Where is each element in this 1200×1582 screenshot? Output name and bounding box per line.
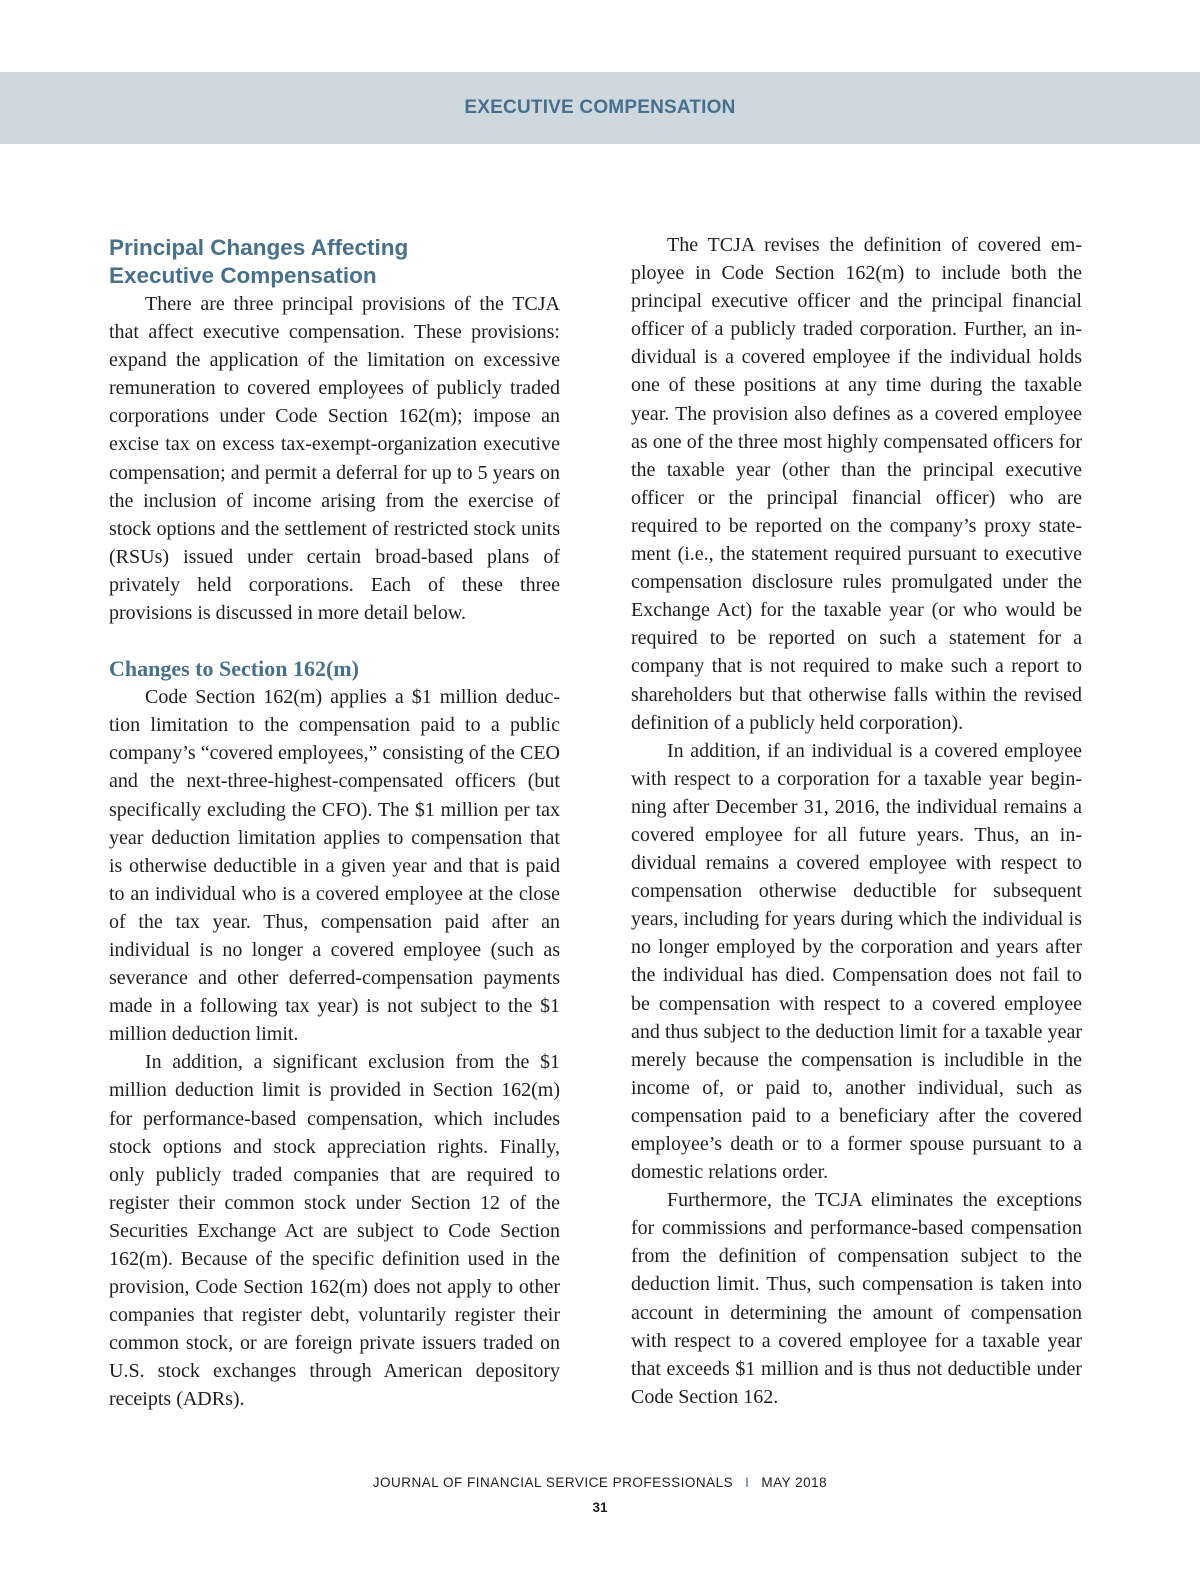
right-paragraph-2: In addition, if an individual is a covered employee with respect to a corporation for a taxable year beginning after December 31, 2016, the individual remains a covered employee for all future years. Thus, an individual remains a covered employee with respect to compensation otherwise deductible for subsequent years, including for years during which the individual is no longer employed by the corporation and years after the individual has died. Compensation does not fail to be compensation with respect to a covered employee and thus subject to the deduction limit for a taxable year merely because the compensation is includible in the income of, or paid to, another individual, such as compensation paid to a beneficiary after the covered employee’s death or to a former spouse pursuant to a domestic relations order.: [631, 739, 1082, 1184]
left-paragraph-3: In addition, a significant exclusion from the $1 million deduction limit is provided in Section 162(m) for performance-based compensation, which includes stock options and stock appreciation rights. Finally, only publicly traded companies that are required to register their common stock under Section 12 of the Securities Exchange Act are subject to Code Section 162(m). Because of the specific definition used in the provision, Code Section 162(m) does not apply to other companies that register debt, voluntarily register their common stock, or are foreign private issuers traded on U.S. stock exchanges through American depository receipts (ADRs).: [109, 1051, 560, 1411]
section-title-line2: Executive Compensation: [109, 263, 377, 288]
footer-journal-line: [0, 1475, 1200, 1490]
footer-separator: I: [745, 1475, 750, 1490]
section-title-line1: Principal Changes Affecting: [109, 235, 409, 260]
running-header-title: EXECUTIVE COMPENSATION: [464, 97, 736, 118]
right-column: [631, 231, 1082, 1411]
subsection-title: Changes to Section 162(m): [109, 656, 359, 682]
left-column: [109, 231, 560, 1414]
left-paragraph-2: Code Section 162(m) applies a $1 million deduction limitation to the compensation paid to a public company’s “covered employees,” consisting of the CEO and the next-three-highest-compensated officers (but specifically excluding the CFO). The $1 million per tax year deduction limitation applies to compensation that is otherwise deductible in a given year and that is paid to an individual who is a covered employee at the close of the tax year. Thus, compensation paid after an individual is no longer a covered employee (such as severance and other deferred-compensation payments made in a following tax year) is not subject to the $1 million deduction limit.: [109, 686, 560, 1046]
page-number: 31: [592, 1500, 608, 1515]
right-paragraph-1: The TCJA revises the definition of covered employee in Code Section 162(m) to include both the principal executive officer and the principal financial officer of a publicly traded corporation. Further, an individual is a covered employee if the individual holds one of these positions at any time during the taxable year. The provision also defines as a covered employee as one of the three most highly compensated officers for the taxable year (other than the principal executive officer or the principal financial officer) who are required to be reported on the company’s proxy statement (i.e., the statement required pursuant to executive compensation disclosure rules promulgated under the Exchange Act) for the taxable year (or who would be required to be reported on such a statement for a company that is not required to make such a report to shareholders but that otherwise falls within the revised definition of a publicly held corporation).: [631, 234, 1082, 734]
left-paragraph-1: There are three principal provisions of the TCJA that affect executive compensation. These provisions: expand the application of the limitation on excessive remuneration to covered employees of publicly traded corporations under Code Section 162(m); impose an excise tax on excess tax-exempt-organization executive compensation; and permit a deferral for up to 5 years on the inclusion of income arising from the exercise of stock options and the settlement of restricted stock units (RSUs) issued under certain broad-based plans of privately held corporations. Each of these three provisions is discussed in more detail below.: [109, 293, 560, 625]
section-title: [109, 231, 560, 290]
right-paragraph-3: Furthermore, the TCJA eliminates the exceptions for commissions and performance-based compensation from the definition of compensation subject to the deduction limit. Thus, such compensation is taken into account in determining the amount of compensation with respect to a covered employee for a taxable year that exceeds $1 million and is thus not deductible under Code Section 162.: [631, 1189, 1082, 1408]
footer-journal-name: JOURNAL OF FINANCIAL SERVICE PROFESSIONALS: [372, 1475, 734, 1490]
footer-date: MAY 2018: [761, 1475, 828, 1490]
